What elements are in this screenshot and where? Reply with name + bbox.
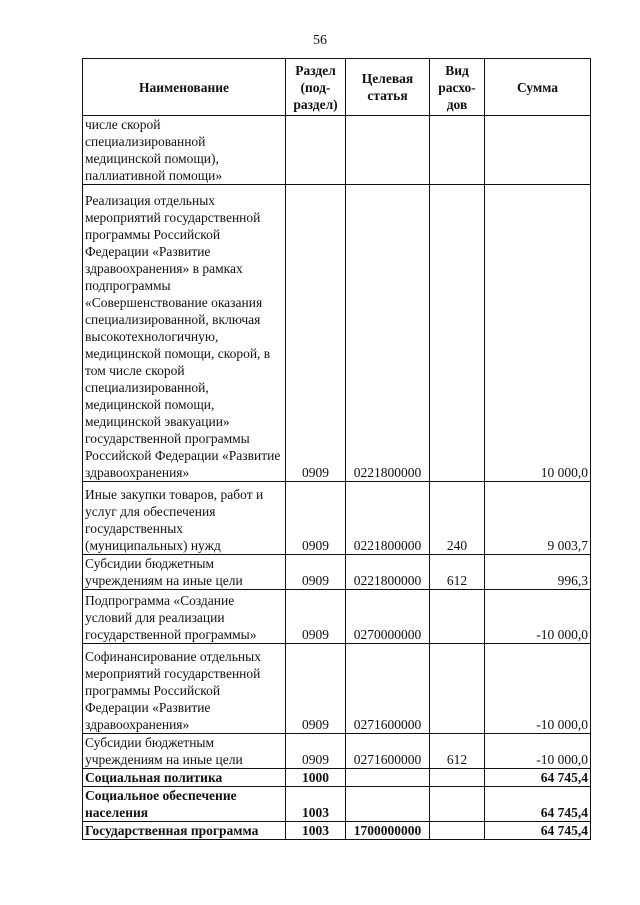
row-name: Реализация отдельных мероприятий государственной программы Российской Федерации «Развитие здравоохранения» в рамках подпрограммы «Совершенствование оказания специализированной, включая высокотехнологичную, медицинской помощи, скорой, в том числе скорой специализированной, медицинской помощи, медицинской эвакуации» государственной программы Российской Федерации «Развитие здравоохранения»	[83, 185, 286, 482]
page-number: 56	[313, 33, 327, 48]
row-expense-type	[430, 590, 485, 644]
row-name: Социальная политика	[83, 769, 286, 787]
row-name: Иные закупки товаров, работ и услуг для обеспечения государственных (муниципальных) нужд	[83, 482, 286, 555]
row-amount: -10 000,0	[485, 644, 591, 734]
header-section: Раздел (под- раздел)	[286, 59, 346, 116]
row-amount: 996,3	[485, 555, 591, 590]
row-name: Субсидии бюджетным учреждениям на иные цели	[83, 555, 286, 590]
row-expense-type	[430, 185, 485, 482]
row-amount: 64 745,4	[485, 787, 591, 822]
row-expense-type: 612	[430, 734, 485, 769]
table-row	[83, 644, 591, 734]
row-target: 0270000000	[346, 590, 430, 644]
header-expense-type: Вид расхо- дов	[430, 59, 485, 116]
row-amount: 64 745,4	[485, 769, 591, 787]
row-expense-type	[430, 822, 485, 840]
header-name: Наименование	[83, 59, 286, 116]
row-name: Подпрограмма «Создание условий для реализации государственной программы»	[83, 590, 286, 644]
row-expense-type: 240	[430, 482, 485, 555]
row-section: 1003	[286, 822, 346, 840]
row-expense-type	[430, 769, 485, 787]
row-target: 1700000000	[346, 822, 430, 840]
row-section: 0909	[286, 482, 346, 555]
header-target: Целевая статья	[346, 59, 430, 116]
row-expense-type	[430, 787, 485, 822]
table-row	[83, 482, 591, 555]
table-row	[83, 769, 591, 787]
budget-table	[82, 58, 591, 840]
row-name: Субсидии бюджетным учреждениям на иные цели	[83, 734, 286, 769]
row-target: 0221800000	[346, 482, 430, 555]
row-name: Государственная программа	[83, 822, 286, 840]
table-row	[83, 555, 591, 590]
table-row	[83, 185, 591, 482]
row-target: 0271600000	[346, 644, 430, 734]
row-name: Софинансирование отдельных мероприятий государственной программы Российской Федерации «Развитие здравоохранения»	[83, 644, 286, 734]
row-expense-type: 612	[430, 555, 485, 590]
row-target: 0221800000	[346, 185, 430, 482]
row-name: числе скорой специализированной медицинской помощи), паллиативной помощи»	[83, 116, 286, 185]
table-row	[83, 734, 591, 769]
row-amount: 9 003,7	[485, 482, 591, 555]
row-target	[346, 116, 430, 185]
table-row	[83, 116, 591, 185]
row-target	[346, 787, 430, 822]
row-amount: 64 745,4	[485, 822, 591, 840]
row-section	[286, 116, 346, 185]
row-section: 0909	[286, 185, 346, 482]
row-target	[346, 769, 430, 787]
row-section: 0909	[286, 590, 346, 644]
row-section: 0909	[286, 734, 346, 769]
row-section: 1003	[286, 787, 346, 822]
row-amount: -10 000,0	[485, 734, 591, 769]
row-target: 0271600000	[346, 734, 430, 769]
table-row	[83, 590, 591, 644]
row-target: 0221800000	[346, 555, 430, 590]
row-expense-type	[430, 116, 485, 185]
row-expense-type	[430, 644, 485, 734]
header-row	[83, 59, 591, 116]
row-amount	[485, 116, 591, 185]
row-amount: -10 000,0	[485, 590, 591, 644]
row-section: 0909	[286, 555, 346, 590]
table-row	[83, 822, 591, 840]
table-row	[83, 787, 591, 822]
row-name: Социальное обеспечение населения	[83, 787, 286, 822]
row-section: 1000	[286, 769, 346, 787]
header-amount: Сумма	[485, 59, 591, 116]
row-amount: 10 000,0	[485, 185, 591, 482]
row-section: 0909	[286, 644, 346, 734]
